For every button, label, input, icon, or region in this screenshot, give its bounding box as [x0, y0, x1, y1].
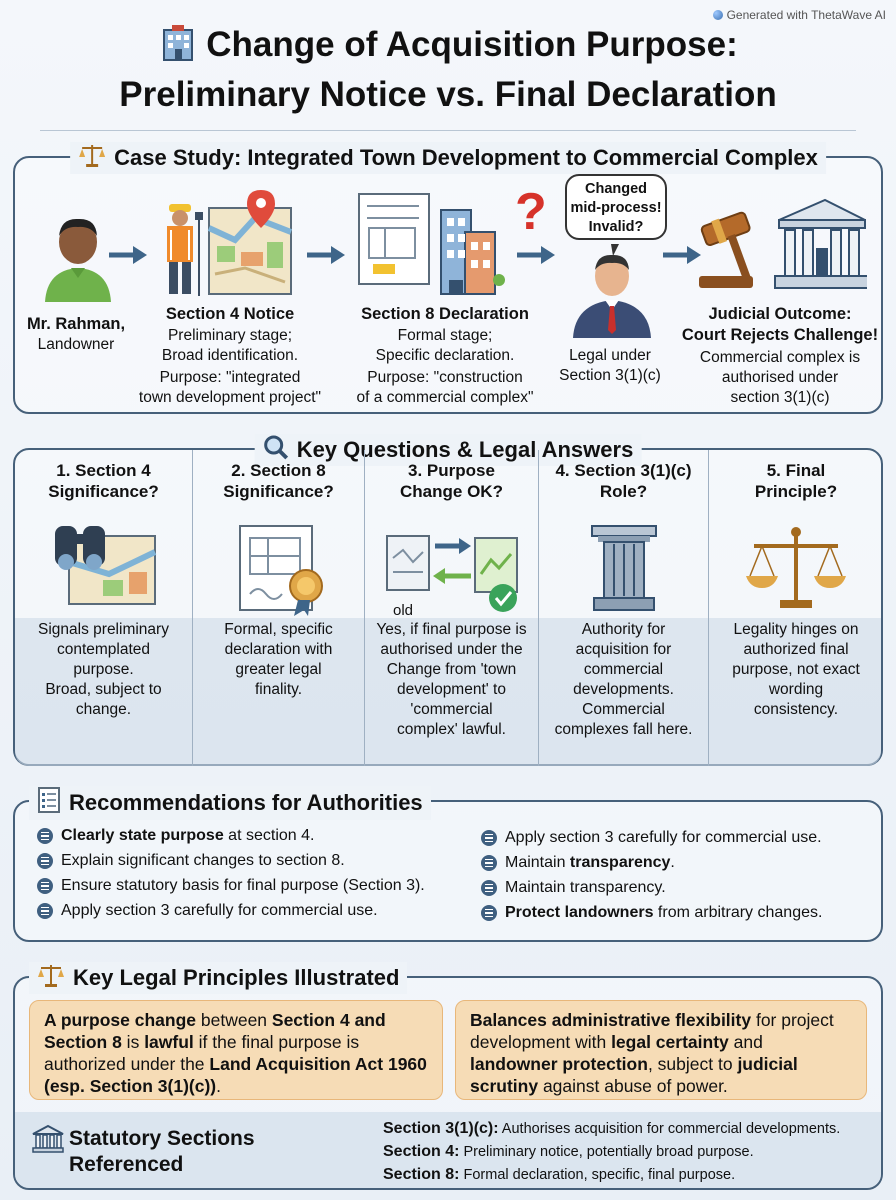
flow-arrow-3: [515, 244, 557, 271]
rec-right-1-text: Apply section 3 carefully for commercial use.: [505, 829, 822, 846]
statutory-row-1: [383, 1118, 840, 1140]
rec-left-2: [37, 852, 345, 870]
p2-part-5: landowner protection: [470, 1054, 648, 1074]
key-questions-panel: [13, 437, 883, 766]
q4-answer-line-2: acquisition for: [575, 641, 672, 658]
speech-bubble: [565, 174, 667, 240]
q3-title-line-2: Change OK?: [400, 482, 503, 501]
statutory-heading-line-2: Referenced: [69, 1153, 184, 1176]
bubble-line-3: Invalid?: [588, 219, 644, 235]
q4-answer-line-5: Commercial: [582, 701, 665, 718]
q3-answer-line-1: Yes, if final purpose is: [376, 621, 527, 638]
flow-arrow-1: [107, 244, 149, 271]
statutory-row-2-value: Preliminary notice, potentially broad purpose.: [459, 1144, 754, 1160]
p2-part-7: judicial scrutiny: [470, 1054, 798, 1096]
rec-left-1-bold: Clearly state purpose: [61, 827, 224, 844]
title-line-1: Change of Acquisition Purpose:: [206, 25, 738, 64]
question-card-1: [15, 450, 193, 766]
q3-title-line-1: 3. Purpose: [408, 461, 495, 480]
case-study-panel: [13, 145, 883, 414]
landowner-avatar: [41, 210, 115, 307]
checklist-icon: [37, 786, 61, 820]
rec-right-2-text: Maintain: [505, 854, 570, 871]
q4-title-line-1: 4. Section 3(1)(c): [555, 461, 692, 480]
legal-under-line-2: Section 3(1)(c): [559, 367, 661, 384]
title-line-2: Preliminary Notice vs. Final Declaration: [119, 75, 777, 114]
list-bullet-icon: [37, 903, 53, 919]
rec-right-2-after: .: [670, 854, 675, 871]
list-bullet-icon: [37, 828, 53, 844]
statutory-heading: [69, 1126, 255, 1178]
q3-answer-line-6: complex' lawful.: [397, 721, 506, 738]
outcome-line-1: Commercial complex is: [699, 349, 861, 366]
q1-answer-line-1: Signals preliminary: [38, 621, 169, 638]
q1-answer-line-3: purpose.: [73, 661, 134, 678]
section8-title: Section 8 Declaration: [361, 305, 529, 323]
q2-answer-line-2: declaration with: [224, 641, 333, 658]
q1-answer-line-4: Broad, subject to: [45, 681, 162, 698]
question-card-3: [365, 450, 539, 766]
q4-title-line-2: Role?: [599, 482, 648, 501]
p1-part-5: lawful: [144, 1032, 194, 1052]
case-study-heading-text: Case Study: Integrated Town Development to Commercial Complex: [114, 145, 818, 170]
rec-left-3: [37, 877, 425, 895]
gavel-courthouse-illustration: [695, 194, 867, 299]
q4-answer-line-1: Authority for: [581, 621, 666, 638]
courthouse-small-icon: [31, 1124, 65, 1159]
q5-answer-line-3: purpose, not exact: [732, 661, 860, 678]
section4-line-3: Purpose: "integrated: [159, 369, 301, 386]
section8-line-2: Specific declaration.: [375, 347, 515, 364]
section8-line-3: Purpose: "construction: [367, 369, 523, 386]
q3-answer-line-3: Change from 'town: [386, 661, 517, 678]
section8-line-1: Formal stage;: [397, 327, 493, 344]
list-bullet-icon: [481, 830, 497, 846]
section4-title: Section 4 Notice: [165, 305, 295, 323]
outcome-title-1: Judicial Outcome:: [708, 305, 852, 323]
outcome-title-2: Court Rejects Challenge!: [681, 326, 879, 344]
p1-part-6: if the final purpose is authorized under the: [44, 1032, 360, 1074]
q5-answer-line-4: wording: [768, 681, 824, 698]
principles-panel: [13, 965, 883, 1190]
lawyer-avatar: [567, 244, 657, 343]
landowner-name: Mr. Rahman,: [26, 315, 126, 333]
p1-part-4: is: [121, 1032, 145, 1052]
p2-part-8: against abuse of power.: [538, 1076, 728, 1096]
rec-right-4-after: from arbitrary changes.: [653, 904, 823, 921]
rec-left-4-text: Apply section 3 carefully for commercial use.: [61, 902, 378, 919]
rec-right-3-text: Maintain transparency.: [505, 879, 666, 896]
rec-right-4: [481, 904, 822, 922]
q2-answer-line-4: finality.: [254, 681, 303, 698]
p2-part-6: , subject to: [647, 1054, 738, 1074]
bubble-line-1: Changed: [584, 181, 648, 197]
p2-part-3: legal certainty: [611, 1032, 729, 1052]
q1-title-line-1: 1. Section 4: [56, 461, 151, 480]
legal-under-line-1: Legal under: [569, 347, 651, 364]
p1-part-1: A purpose change: [44, 1010, 197, 1030]
surveyor-map-illustration: [155, 188, 297, 305]
recommendations-panel: [13, 790, 883, 942]
recommendations-heading: [29, 786, 431, 820]
q4-answer-line-6: complexes fall here.: [554, 721, 693, 738]
list-bullet-icon: [37, 853, 53, 869]
recommendations-heading-text: Recommendations for Authorities: [69, 790, 423, 815]
statutory-row-3: [383, 1164, 735, 1186]
p1-part-7: Land Acquisition Act 1960 (esp. Section 3(1)(c)): [44, 1054, 427, 1096]
flow-arrow-2: [305, 244, 347, 271]
principle-box-1: [29, 1000, 443, 1100]
q2-answer-line-3: greater legal: [235, 661, 322, 678]
p2-part-1: Balances administrative flexibility: [470, 1010, 752, 1030]
balance-scales-icon: [744, 522, 848, 619]
rec-left-3-text: Ensure statutory basis for final purpose (Section 3).: [61, 877, 425, 894]
statutory-row-2-key: Section 4:: [383, 1143, 460, 1160]
q1-title-line-2: Significance?: [48, 482, 159, 501]
statutory-row-1-key: Section 3(1)(c):: [383, 1120, 499, 1137]
p1-part-8: .: [216, 1076, 221, 1096]
pillar-icon: [584, 522, 664, 619]
key-questions-heading-text: Key Questions & Legal Answers: [296, 437, 634, 462]
q4-answer-line-4: developments.: [573, 681, 674, 698]
rec-left-4: [37, 902, 378, 920]
p2-part-4: and: [728, 1032, 763, 1052]
building-icon: [158, 22, 198, 73]
landowner-role: Landowner: [37, 336, 115, 353]
rec-left-1: [37, 827, 314, 845]
rec-right-3: [481, 879, 666, 897]
principle-box-2: [455, 1000, 867, 1100]
section4-line-2: Broad identification.: [161, 347, 299, 364]
question-card-5: [709, 450, 883, 766]
rec-left-2-text: Explain significant changes to section 8.: [61, 852, 345, 869]
section8-line-4: of a commercial complex": [356, 389, 534, 406]
statutory-row-3-value: Formal declaration, specific, final purpose.: [459, 1167, 736, 1183]
p1-part-3: Section 4 and Section 8: [44, 1010, 386, 1052]
list-bullet-icon: [481, 855, 497, 871]
q3-answer-line-2: authorised under the: [380, 641, 523, 658]
scales-icon: [78, 142, 106, 174]
watermark: [713, 8, 886, 22]
q5-answer-line-2: authorized final: [743, 641, 849, 658]
bubble-line-2: mid-process!: [570, 200, 662, 216]
section4-line-4: town development project": [138, 389, 322, 406]
blueprint-building-illustration: [355, 188, 505, 305]
question-mark-icon: ?: [515, 183, 547, 241]
statutory-row-1-value: Authorises acquisition for commercial developments.: [498, 1121, 841, 1137]
old-label: old: [393, 602, 414, 619]
q3-answer-line-4: development' to: [397, 681, 506, 698]
outcome-line-2: authorised under: [721, 369, 839, 386]
certificate-seal-icon: [224, 522, 334, 623]
q1-answer-line-5: change.: [75, 701, 132, 718]
q2-answer-line-1: Formal, specific: [224, 621, 333, 638]
q2-title-line-1: 2. Section 8: [231, 461, 326, 480]
case-study-heading: [70, 142, 826, 174]
q2-title-line-2: Significance?: [223, 482, 334, 501]
list-bullet-icon: [37, 878, 53, 894]
section4-line-1: Preliminary stage;: [167, 327, 293, 344]
question-card-2: [193, 450, 365, 766]
q4-answer-line-3: commercial: [583, 661, 664, 678]
statutory-heading-line-1: Statutory Sections: [69, 1127, 255, 1150]
watermark-text: Generated with ThetaWave AI: [726, 8, 886, 22]
q5-answer-line-5: consistency.: [753, 701, 839, 718]
principles-heading-text: Key Legal Principles Illustrated: [73, 965, 400, 990]
list-bullet-icon: [481, 880, 497, 896]
globe-icon: [713, 10, 723, 20]
p1-part-2: between: [196, 1010, 272, 1030]
principles-heading: [29, 962, 407, 994]
p2-part-2: for project development with: [470, 1010, 834, 1052]
q3-answer-line-5: 'commercial: [410, 701, 493, 718]
q5-title-line-1: 5. Final: [766, 461, 826, 480]
q5-title-line-2: Principle?: [754, 482, 838, 501]
page-title: [0, 22, 896, 117]
q1-answer-line-2: contemplated: [56, 641, 151, 658]
question-card-4: [539, 450, 709, 766]
rec-right-2-bold: transparency: [569, 854, 671, 871]
rec-right-4-bold: Protect landowners: [505, 904, 654, 921]
rec-right-1: [481, 829, 822, 847]
q5-answer-line-1: Legality hinges on: [733, 621, 859, 638]
binoculars-map-icon: [49, 522, 159, 613]
outcome-line-3: section 3(1)(c): [730, 389, 830, 406]
rec-left-1-text: at section 4.: [223, 827, 315, 844]
list-bullet-icon: [481, 905, 497, 921]
statutory-row-2: [383, 1141, 754, 1163]
rec-right-2: [481, 854, 675, 872]
statutory-row-3-key: Section 8:: [383, 1166, 460, 1183]
scales-icon: [37, 962, 65, 994]
